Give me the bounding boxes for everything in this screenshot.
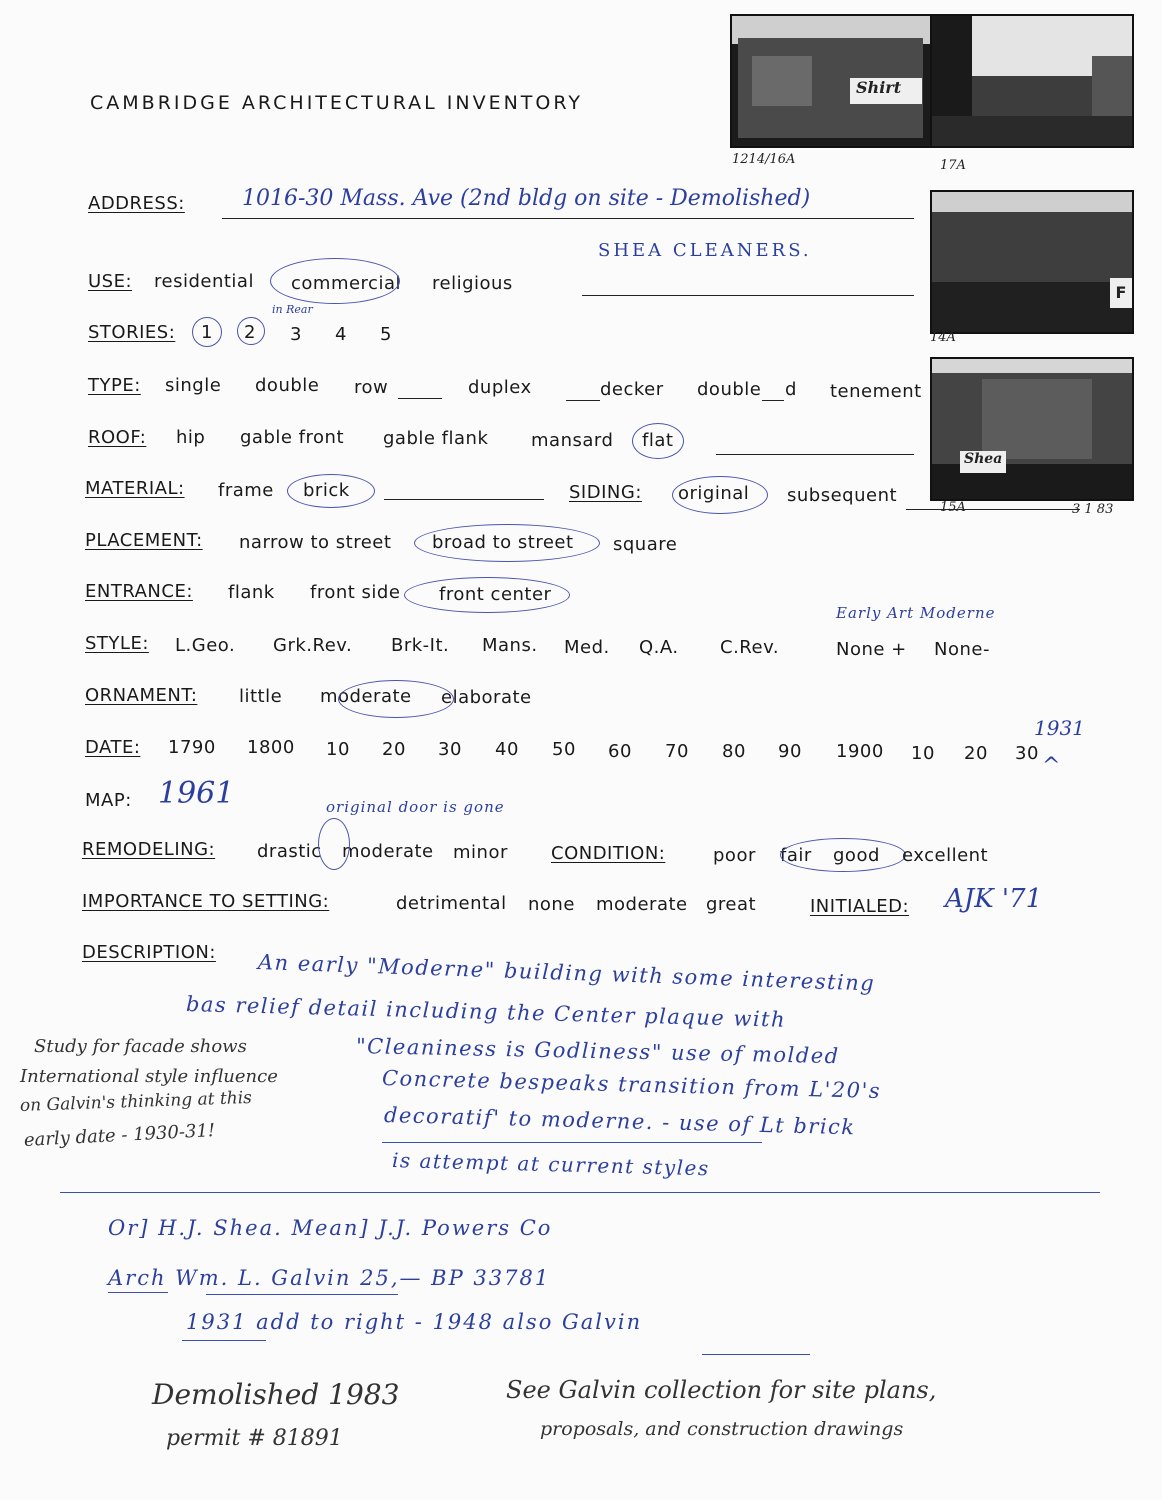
- date-option: 30: [438, 739, 462, 760]
- photo-caption: 15A: [940, 500, 966, 515]
- remodeling-option-moderate: moderate: [342, 841, 434, 862]
- placement-label: PLACEMENT:: [85, 530, 203, 551]
- owner-underline: [108, 1292, 168, 1293]
- initialed-label: INITIALED:: [810, 896, 910, 917]
- style-note: Early Art Moderne: [836, 604, 996, 622]
- photo-sign: Shea: [960, 451, 1006, 473]
- photo-14a: [930, 190, 1134, 334]
- style-option-grkrev: Grk.Rev.: [273, 635, 353, 656]
- photo-caption: 17A: [940, 158, 966, 173]
- material-option-brick: brick: [303, 480, 350, 501]
- initialed-value: AJK '71: [945, 884, 1043, 914]
- date-option: 1900: [836, 741, 884, 762]
- margin-note-line: International style influence: [20, 1066, 278, 1087]
- remodeling-option-drastic: drastic: [257, 841, 322, 862]
- roof-option-flat: flat: [642, 430, 674, 451]
- address-line: [222, 218, 914, 219]
- stories-option-5: 5: [380, 324, 392, 345]
- remodeling-label: REMODELING:: [82, 839, 216, 860]
- date-caret: ^: [1042, 754, 1061, 779]
- siding-option-subsequent: subsequent: [787, 485, 898, 506]
- ornament-option-elaborate: elaborate: [441, 687, 532, 708]
- date-option: 80: [722, 741, 746, 762]
- siding-label: SIDING:: [569, 482, 642, 503]
- stories-option-4: 4: [335, 324, 347, 345]
- entrance-option-flank: flank: [228, 582, 275, 603]
- style-option-med: Med.: [564, 637, 610, 658]
- permit-note: permit # 81891: [166, 1426, 343, 1451]
- importance-option-none: none: [528, 894, 575, 915]
- type-option-row: row: [354, 377, 389, 398]
- selected-circle: [338, 680, 454, 718]
- date-option: 1790: [168, 737, 216, 758]
- date-option: 90: [778, 741, 802, 762]
- style-option-none-minus: None-: [934, 639, 990, 660]
- photo-caption: 1214/16A: [732, 152, 796, 167]
- date-option: 20: [382, 739, 406, 760]
- use-option-residential: residential: [154, 271, 254, 292]
- collection-note: See Galvin collection for site plans,: [506, 1376, 937, 1404]
- photo-15a: [930, 357, 1134, 501]
- use-option-commercial: commercial: [291, 273, 401, 294]
- type-option-decker: decker: [600, 379, 664, 400]
- type-option-double: double: [255, 375, 320, 396]
- description-line: bas relief detail including the Center plaque with: [185, 992, 787, 1032]
- photo-1214-16a: [730, 14, 932, 148]
- roof-option-mansard: mansard: [531, 430, 614, 451]
- type-double-d-line: [762, 400, 784, 401]
- ornament-option-moderate: moderate: [320, 686, 412, 707]
- condition-label: CONDITION:: [551, 843, 666, 864]
- material-label: MATERIAL:: [85, 478, 185, 499]
- section-separator: [60, 1192, 1100, 1193]
- date-label: DATE:: [85, 737, 141, 758]
- address-label: ADDRESS:: [88, 193, 185, 214]
- margin-note-line: on Galvin's thinking at this: [19, 1087, 253, 1116]
- stories-option-2: 2: [244, 322, 256, 343]
- type-option-tenement: tenement: [830, 381, 922, 402]
- address-value: 1016-30 Mass. Ave (2nd bldg on site - Demolished): [242, 186, 811, 211]
- use-label: USE:: [88, 271, 133, 292]
- selected-circle: [404, 577, 570, 613]
- photo-caption: 14A: [930, 330, 956, 345]
- importance-option-moderate: moderate: [596, 894, 688, 915]
- selected-circle: [287, 474, 375, 508]
- condition-option-fair: fair: [780, 845, 812, 866]
- description-line: decoratif' to moderne. - use of Lt brick: [383, 1103, 856, 1140]
- date-option: 70: [665, 741, 689, 762]
- date-option: 30: [1015, 743, 1039, 764]
- placement-option-narrow: narrow to street: [239, 532, 392, 553]
- stories-option-3: 3: [290, 324, 302, 345]
- selected-circle: [632, 423, 684, 459]
- use-note: SHEA CLEANERS.: [598, 240, 812, 261]
- owner-underline: [206, 1294, 398, 1295]
- description-label: DESCRIPTION:: [82, 942, 216, 963]
- placement-option-broad: broad to street: [432, 532, 574, 553]
- roof-option-hip: hip: [176, 427, 206, 448]
- date-option: 60: [608, 741, 632, 762]
- description-underline: [382, 1142, 762, 1143]
- ornament-label: ORNAMENT:: [85, 685, 198, 706]
- condition-option-good: good: [833, 845, 880, 866]
- stories-label: STORIES:: [88, 322, 176, 343]
- style-option-brkit: Brk-It.: [391, 635, 450, 656]
- stories-option-1: 1: [201, 322, 213, 343]
- style-option-lgeo: L.Geo.: [175, 635, 236, 656]
- importance-option-detrimental: detrimental: [396, 893, 507, 914]
- style-label: STYLE:: [85, 633, 149, 654]
- description-line: is attempt at current styles: [391, 1148, 710, 1181]
- selected-circle: [318, 818, 350, 870]
- importance-option-great: great: [706, 894, 757, 915]
- type-label: TYPE:: [88, 375, 141, 396]
- selected-circle: [270, 258, 400, 304]
- selected-circle: [414, 524, 600, 562]
- roof-option-gable-flank: gable flank: [383, 428, 489, 449]
- type-option-double-d: double: [697, 379, 762, 400]
- margin-note-line: Study for facade shows: [34, 1036, 247, 1057]
- date-option: 10: [326, 739, 350, 760]
- type-option-single: single: [165, 375, 222, 396]
- demolished-note: Demolished 1983: [152, 1378, 400, 1411]
- description-line: "Cleaniness is Godliness" use of molded: [355, 1034, 840, 1069]
- siding-other-line: [906, 509, 1080, 510]
- entrance-option-front-side: front side: [310, 582, 401, 603]
- placement-option-square: square: [613, 534, 678, 555]
- type-option-duplex: duplex: [468, 377, 532, 398]
- remodeling-option-minor: minor: [453, 842, 508, 863]
- date-option: 1800: [247, 737, 295, 758]
- description-line: Concrete bespeaks transition from L'20's: [381, 1066, 882, 1104]
- siding-option-original: original: [678, 483, 750, 504]
- entrance-label: ENTRANCE:: [85, 581, 193, 602]
- date-option: 10: [911, 743, 935, 764]
- margin-note-line: early date - 1930-31!: [23, 1120, 216, 1151]
- importance-label: IMPORTANCE TO SETTING:: [82, 891, 330, 912]
- photo-17a: [930, 14, 1134, 148]
- owner-line: Arch Wm. L. Galvin 25,— BP 33781: [108, 1266, 551, 1290]
- material-option-frame: frame: [218, 480, 274, 501]
- owner-line: 1931 add to right - 1948 also Galvin: [186, 1310, 643, 1334]
- ornament-option-little: little: [239, 686, 283, 707]
- owner-underline: [182, 1340, 266, 1341]
- style-option-none-plus: None +: [836, 639, 907, 660]
- style-option-qa: Q.A.: [639, 637, 679, 658]
- style-option-crev: C.Rev.: [720, 637, 780, 658]
- selected-circle: [672, 476, 768, 514]
- remodeling-note: original door is gone: [326, 798, 505, 816]
- type-row-line: [398, 398, 442, 399]
- form-title: CAMBRIDGE ARCHITECTURAL INVENTORY: [90, 92, 583, 114]
- type-option-d: d: [785, 379, 797, 400]
- material-other-line: [384, 499, 544, 500]
- condition-option-excellent: excellent: [902, 845, 989, 866]
- map-label: MAP:: [85, 790, 132, 811]
- date-option: 50: [552, 739, 576, 760]
- photo-sign: F: [1110, 278, 1132, 308]
- roof-label: ROOF:: [88, 427, 147, 448]
- entrance-option-front-center: front center: [439, 584, 552, 605]
- date-option: 40: [495, 739, 519, 760]
- map-value: 1961: [158, 776, 235, 811]
- roof-other-line: [716, 454, 914, 455]
- photo-date: 3 1 83: [1072, 502, 1114, 517]
- stories-note: in Rear: [272, 303, 313, 316]
- photo-sign: Shirt: [850, 78, 922, 104]
- collection-note: proposals, and construction drawings: [540, 1418, 904, 1440]
- date-option: 20: [964, 743, 988, 764]
- selected-circle: [780, 838, 906, 872]
- use-option-religious: religious: [432, 273, 513, 294]
- owner-underline: [702, 1354, 810, 1355]
- type-decker-line: [566, 400, 600, 401]
- roof-option-gable-front: gable front: [240, 427, 344, 448]
- use-other-line: [582, 295, 914, 296]
- style-option-mans: Mans.: [482, 635, 538, 656]
- condition-option-poor: poor: [713, 845, 756, 866]
- date-note: 1931: [1034, 716, 1085, 740]
- description-line: An early "Moderne" building with some interesting: [257, 950, 876, 996]
- owner-line: Or] H.J. Shea. Mean] J.J. Powers Co: [108, 1216, 553, 1240]
